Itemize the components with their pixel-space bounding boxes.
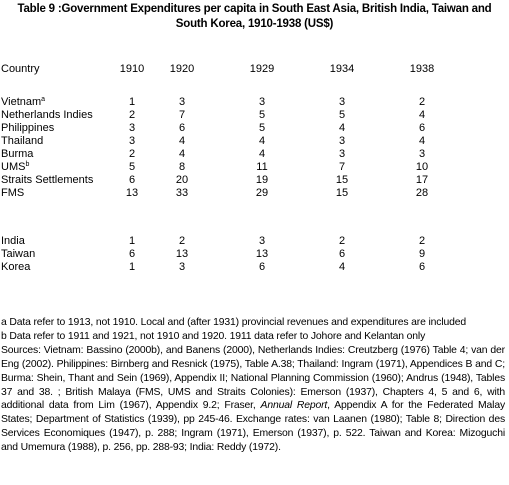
country-name: UMS$^b$ [1,161,30,173]
value-cell: 3 [338,135,346,147]
sources-text-2: , Appendix A for the Federated Malay States; Department of Statistics (1939), pp 245-46. Exchange rates: van Laanen (1980); Table 8; Direction des Services Economiques (1947), p. 288; Ingram (1971), Emerson (1937), p. 522. Taiwan and Korea: Mizoguchi and Umemura (1988), p. 256, pp. 288-93; India: Reddy (1972). [1,400,505,454]
value-cell: 29 [255,187,269,199]
value-cell: 6 [178,122,186,134]
value-cell: 6 [338,248,346,260]
year-header-1920: 1920 [169,63,195,75]
value-cell: 10 [415,161,429,173]
country-name: Burma [1,148,34,160]
value-cell: 13 [175,248,189,260]
footnote-a: a Data refer to 1913, not 1910. Local and (after 1931) provincial revenues and expenditures are included [1,317,466,328]
value-cell: 15 [335,174,349,186]
country-name: Korea [1,261,31,273]
value-cell: 4 [338,261,346,273]
value-cell: 6 [418,122,426,134]
value-cell: 19 [255,174,269,186]
country-name: FMS [1,187,25,199]
value-cell: 3 [128,135,136,147]
value-cell: 4 [258,135,266,147]
year-header-1929: 1929 [249,63,275,75]
value-cell: 2 [178,235,186,247]
value-cell: 6 [128,248,136,260]
country-column-header: Country [1,63,40,75]
value-cell: 1 [128,96,136,108]
value-cell: 1 [128,261,136,273]
value-cell: 4 [258,148,266,160]
sources-text-1: Sources: Vietnam: Bassino (2000b), and Banens (2000), Netherlands Indies: Creutzberg (1976) Table 4; van der Eng (2002). Philippines: Birnberg and Resnick (1975), Table A.38; Thailand: Ingram (1971), Appendices B and C; Burma: Shein, Thant and Sein (1969), Appendix II; National Planning Commission (1960); Andrus (1948), Tables 37 and 38. ; British Malaya (FMS, UMS and Straits Colonies): Emerson (1937), Chapters 4, 5 and 6, with additional data from Lim (1967), Appendix 9.2; Fraser, [1,344,505,412]
value-cell: 6 [418,261,426,273]
value-cell: 3 [178,96,186,108]
value-cell: 3 [338,96,346,108]
value-cell: 15 [335,187,349,199]
sources-note [1,344,505,455]
country-name: India [1,235,25,247]
value-cell: 3 [128,122,136,134]
value-cell: 2 [418,96,426,108]
table-title-line-1: Table 9 :Government Expenditures per capita in South East Asia, British India, Taiwan and [17,3,492,15]
value-cell: 17 [415,174,429,186]
value-cell: 5 [338,109,346,121]
country-name: Taiwan [1,248,36,260]
value-cell: 13 [255,248,269,260]
value-cell: 3 [418,148,426,160]
value-cell: 2 [418,235,426,247]
value-cell: 8 [178,161,186,173]
value-cell: 28 [415,187,429,199]
value-cell: 3 [258,235,266,247]
value-cell: 4 [178,148,186,160]
country-name: Thailand [1,135,44,147]
value-cell: 5 [258,109,266,121]
sources-italic-title: Annual Report [260,400,328,412]
country-name: Vietnam$^a$ [1,96,46,108]
value-cell: 6 [258,261,266,273]
value-cell: 5 [258,122,266,134]
footnote-marker: b [25,161,30,168]
country-name: Philippines [1,122,55,134]
year-header-1910: 1910 [119,63,145,75]
table-notes [1,316,505,455]
year-header-1938: 1938 [409,63,435,75]
value-cell: 2 [338,235,346,247]
value-cell: 6 [128,174,136,186]
value-cell: 11 [256,161,268,173]
value-cell: 2 [128,148,136,160]
value-cell: 2 [128,109,136,121]
value-cell: 4 [418,135,426,147]
value-cell: 9 [418,248,426,260]
footnote-b: b Data refer to 1911 and 1921, not 1910 and 1920. 1911 data refer to Johore and Kelantan only [1,330,426,342]
country-name: Straits Settlements [1,174,94,186]
value-cell: 3 [258,96,266,108]
value-cell: 5 [128,161,136,173]
footnote-marker: a [41,96,46,103]
value-cell: 3 [338,148,346,160]
value-cell: 20 [175,174,189,186]
year-header-1934: 1934 [329,63,355,75]
value-cell: 3 [178,261,186,273]
value-cell: 4 [338,122,346,134]
value-cell: 33 [175,187,189,199]
value-cell: 7 [338,161,346,173]
value-cell: 4 [418,109,426,121]
value-cell: 7 [178,109,186,121]
value-cell: 13 [125,187,139,199]
value-cell: 4 [178,135,186,147]
country-name: Netherlands Indies [1,109,93,121]
table-title-line-2: South Korea, 1910-1938 (US$) [175,18,334,30]
value-cell: 1 [128,235,136,247]
